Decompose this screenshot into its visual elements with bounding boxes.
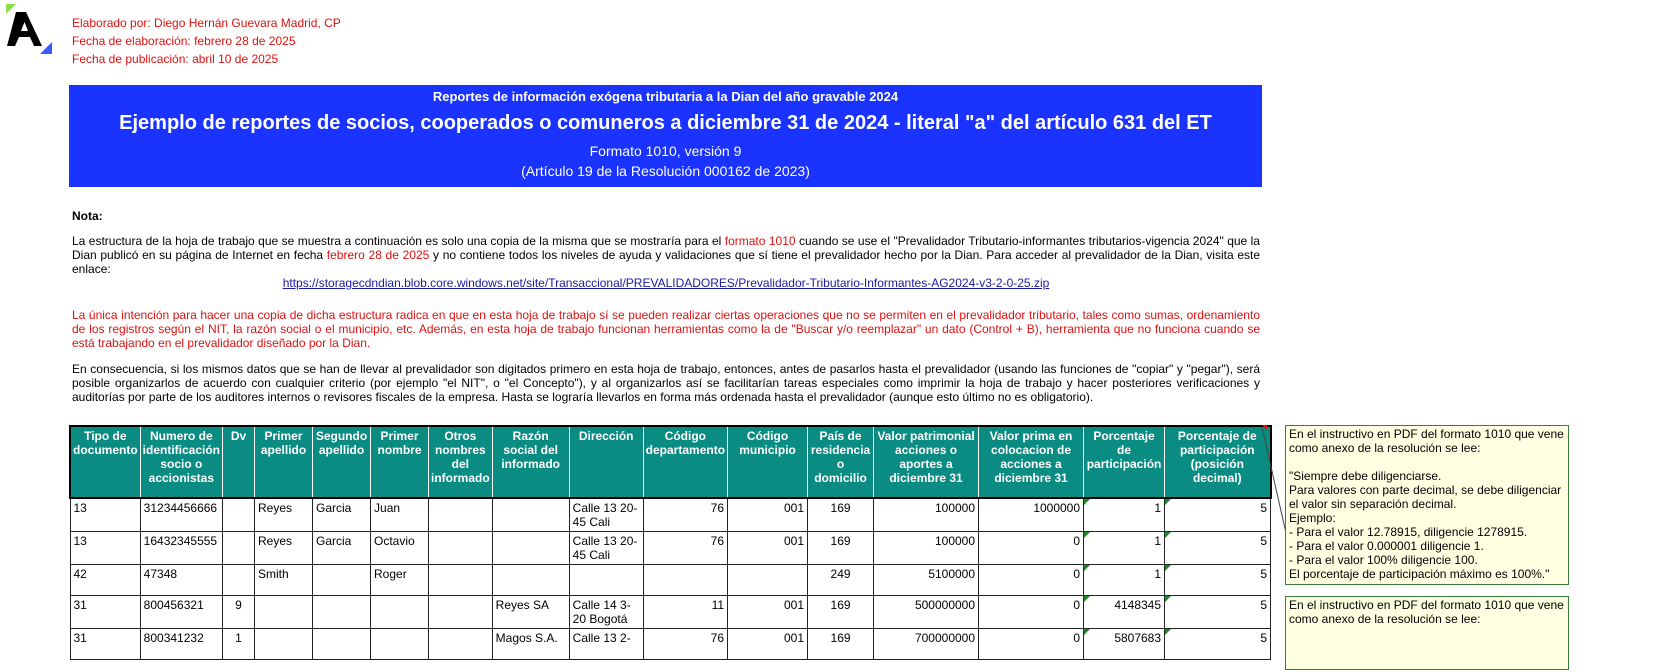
table-cell[interactable]: 42 [70,565,140,596]
table-cell[interactable]: 800456321 [140,596,222,629]
table-cell[interactable] [643,565,727,596]
table-cell[interactable]: 1 [1084,498,1165,532]
p1-text-b: cuando se use el "Prevalidador Tributario-informantes tributarios-vigencia 2024" que la Dian publicó en su página de Internet en fecha [72,234,1260,262]
table-cell[interactable]: Garcia [313,532,371,565]
table-cell[interactable]: 0 [979,629,1084,660]
table-cell[interactable]: 5 [1165,498,1271,532]
table-cell[interactable]: 800341232 [140,629,222,660]
table-row [70,596,1271,629]
table-row [70,498,1271,532]
table-cell[interactable]: Calle 13 2- [569,629,643,660]
table-cell[interactable]: Octavio [371,532,429,565]
table-cell[interactable]: Reyes [255,498,313,532]
table-cell[interactable]: 1000000 [979,498,1084,532]
table-cell[interactable] [429,565,493,596]
cell-comment-2[interactable]: En el instructivo en PDF del formato 1010 que vene como anexo de la resolución se lee: [1285,596,1569,670]
table-cell[interactable]: 76 [643,629,727,660]
table-cell[interactable]: 001 [728,498,808,532]
table-cell[interactable]: Calle 14 3-20 Bogotá [569,596,643,629]
table-cell[interactable] [492,565,569,596]
table-cell[interactable]: 5 [1165,596,1271,629]
table-cell[interactable]: Juan [371,498,429,532]
col-header[interactable]: Primer apellido [255,426,313,498]
table-cell[interactable] [429,596,493,629]
table-cell[interactable] [371,629,429,660]
note-paragraph-1 [72,234,1260,276]
table-cell[interactable] [313,565,371,596]
table-cell[interactable] [313,596,371,629]
table-cell[interactable]: Smith [255,565,313,596]
note-paragraph-3: En consecuencia, si los mismos datos que se han de llevar al prevalidador son digitados primero en esta hoja de trabajo, entonces, antes de pasarlos hasta el prevalidador (usando las funciones de "copiar" y "pegar"), será posible organizarlos de acuerdo con cualquier criterio (por ejemplo "el NIT", o "el Concepto"), y al organizarlos así se facilitarían tareas especiales como imprimir la hoja de trabajo y hacer posteriores verificaciones y auditorías por parte de los auditores internos o revisores fiscales de la empresa. Hasta se lograría llevarlos en forma más ordenada hasta el prevalidador (aunque esto último no es obligatorio). [72,362,1260,404]
made-by: Elaborado por: Diego Hernán Guevara Madrid, CP [72,16,341,30]
table-cell[interactable]: 100000 [874,532,979,565]
table-cell[interactable]: 169 [808,498,874,532]
cell-comment-1[interactable]: En el instructivo en PDF del formato 1010 que vene como anexo de la resolución se lee: "Siempre debe diligenciarse. Para valores con parte decimal, se debe diligenciar el valor sin separación decimal. Ejemplo: - Para el valor 12.78915, diligencie 1278915. - Para el valor 0.000001 diligencie 1. - Para el valor 100% diligencie 100. El porcentaje de participación máximo es 100%." [1285,425,1569,585]
date-made: Fecha de elaboración: febrero 28 de 2025 [72,34,296,48]
table-cell[interactable]: 76 [643,498,727,532]
table-cell[interactable] [223,565,255,596]
table-cell[interactable]: Calle 13 20-45 Cali [569,532,643,565]
comment-connector [1262,425,1286,535]
table-cell[interactable]: 76 [643,532,727,565]
table-cell[interactable] [569,565,643,596]
col-header[interactable]: Valor patrimonial acciones o aportes a diciembre 31 [874,426,979,498]
col-header[interactable]: Otros nombres del informado [429,426,493,498]
table-header-row [70,426,1271,498]
table-cell[interactable]: 169 [808,596,874,629]
prevalidador-link[interactable]: https://storagecdndian.blob.core.windows.net/site/Transaccional/PREVALIDADORES/Prevalidador-Tributario-Informantes-AG2024-v3-2-0-25.zip [282,276,1050,290]
table-cell[interactable] [255,629,313,660]
table-row [70,532,1271,565]
table-cell[interactable] [492,532,569,565]
table-cell[interactable]: 169 [808,629,874,660]
table-cell[interactable] [429,498,493,532]
table-cell[interactable]: Calle 13 20-45 Cali [569,498,643,532]
col-header[interactable]: Tipo de documento [70,426,140,498]
col-header[interactable]: Código municipio [728,426,808,498]
table-cell[interactable]: 16432345555 [140,532,222,565]
col-header[interactable]: Valor prima en colocacion de acciones a diciembre 31 [979,426,1084,498]
table-cell[interactable] [255,596,313,629]
table-cell[interactable]: 31234456666 [140,498,222,532]
table-cell[interactable]: 0 [979,596,1084,629]
table-cell[interactable] [429,532,493,565]
title-banner [69,85,1262,187]
table-cell[interactable]: 31 [70,596,140,629]
note-paragraph-2: La única intención para hacer una copia de dicha estructura radica en que en esta hoja de trabajo sí se pueden realizar ciertas operaciones que no se permiten en el prevalidador tributario, tales como sumas, ordenamiento de los registros según el NIT, la razón social o el municipio, etc. Además, en esta hoja de trabajo funcionan herramientas como la de "Buscar y/o reemplazar" un dato (Control + B), herramienta que no funciona cuando se está trabajando en el prevalidador diseñado por la Dian. [72,308,1260,350]
table-cell[interactable] [728,565,808,596]
table-cell[interactable] [429,629,493,660]
table-cell[interactable]: 001 [728,532,808,565]
table-cell[interactable]: 1 [223,629,255,660]
col-header[interactable]: Numero de identificación socio o accionistas [140,426,222,498]
format-1010-table [69,425,1272,660]
table-cell[interactable]: 9 [223,596,255,629]
table-row [70,565,1271,596]
table-cell[interactable]: 31 [70,629,140,660]
table-cell[interactable]: 13 [70,532,140,565]
table-cell[interactable]: 249 [808,565,874,596]
table-cell[interactable]: 11 [643,596,727,629]
table-cell[interactable]: 5100000 [874,565,979,596]
table-cell[interactable]: Reyes [255,532,313,565]
table-cell[interactable]: 5807683 [1084,629,1165,660]
col-header[interactable]: Código departamento [643,426,727,498]
table-cell[interactable]: 1 [1084,565,1165,596]
table-cell[interactable]: 500000000 [874,596,979,629]
table-cell[interactable] [371,596,429,629]
table-cell[interactable] [492,498,569,532]
table-cell[interactable]: 001 [728,629,808,660]
table-cell[interactable]: 001 [728,596,808,629]
format-version: Formato 1010, versión 9 [589,143,742,159]
table-cell[interactable]: 1 [1084,532,1165,565]
col-header[interactable]: Porcentaje de participación (posición decimal) [1165,426,1271,498]
table-cell[interactable]: 0 [979,532,1084,565]
table-cell[interactable] [223,532,255,565]
table-cell[interactable]: 4148345 [1084,596,1165,629]
col-header[interactable]: Segundo apellido [313,426,371,498]
col-header[interactable]: Primer nombre [371,426,429,498]
col-header[interactable]: País de residencia o domicilio [808,426,874,498]
page-title: Ejemplo de reportes de socios, cooperados o comuneros a diciembre 31 de 2024 - literal "a" del artículo 631 del ET [119,112,1212,134]
table-cell[interactable]: 169 [808,532,874,565]
table-cell[interactable]: 13 [70,498,140,532]
resolution-article: (Artículo 19 de la Resolución 000162 de 2023) [521,163,810,179]
banner-subtitle: Reportes de información exógena tributaria a la Dian del año gravable 2024 [432,89,899,104]
table-cell[interactable]: Magos S.A. [492,629,569,660]
col-header[interactable]: Porcentaje de participación [1084,426,1165,498]
table-cell[interactable]: 0 [979,565,1084,596]
table-cell[interactable] [313,629,371,660]
p1-date-highlight: febrero 28 de 2025 [326,248,430,262]
p1-text-c: y no contiene todos los niveles de ayuda y validaciones que sí tiene el prevalidador hecho por la Dian. Para acceder al prevalidador de la Dian, visita este enlace: [72,248,1261,276]
table-cell[interactable]: 5 [1165,629,1271,660]
actualicese-logo-icon [6,4,52,54]
table-cell[interactable]: 47348 [140,565,222,596]
table-row [70,629,1271,660]
date-published: Fecha de publicación: abril 10 de 2025 [72,52,279,66]
col-header[interactable]: Dv [223,426,255,498]
table-cell[interactable] [223,498,255,532]
table-cell[interactable]: 5 [1165,532,1271,565]
table-cell[interactable]: 700000000 [874,629,979,660]
note-label: Nota: [72,209,103,223]
table-cell[interactable]: Roger [371,565,429,596]
table-cell[interactable]: Garcia [313,498,371,532]
table-cell[interactable]: 100000 [874,498,979,532]
col-header[interactable]: Dirección [569,426,643,498]
author-info [72,14,341,68]
p1-format-highlight: formato 1010 [724,234,796,248]
table-cell[interactable]: Reyes SA [492,596,569,629]
p1-text-a: La estructura de la hoja de trabajo que se muestra a continuación es solo una copia de la misma que se mostraría para el [72,234,725,248]
table-cell[interactable]: 5 [1165,565,1271,596]
col-header[interactable]: Razón social del informado [492,426,569,498]
